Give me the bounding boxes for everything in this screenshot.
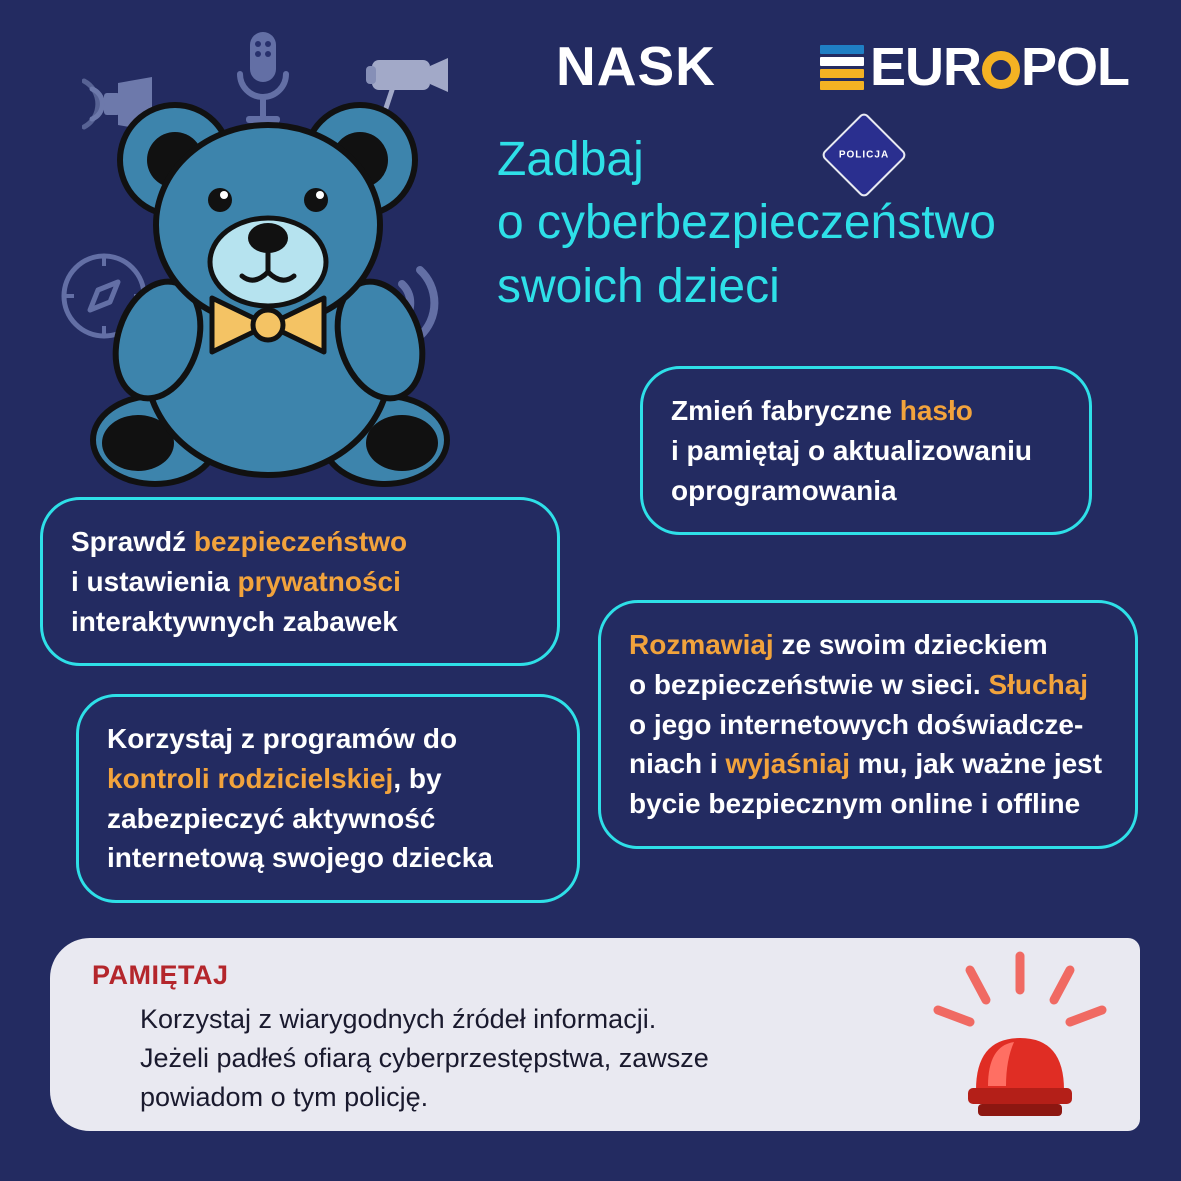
body-text: o bezpieczeństwie w sieci. [629, 668, 989, 700]
body-text: zabezpieczyć aktywność [107, 802, 436, 834]
body-text: oprogramowania [671, 474, 897, 506]
europol-stripes-icon [820, 43, 864, 91]
highlighted-text: kontroli rodzicielskiej [107, 762, 394, 794]
page-title [497, 128, 1117, 318]
highlighted-text: hasło [899, 395, 973, 426]
headline-line-3: swoich dzieci [497, 259, 780, 313]
europol-text-pre: EUR [870, 37, 982, 97]
body-text: Korzystaj z programów do [107, 723, 458, 754]
bubble-talk-to-child [598, 600, 1138, 849]
remember-title: PAMIĘTAJ [92, 960, 229, 990]
remember-panel [50, 938, 1140, 1131]
body-text: ze swoim dzieckiem [773, 629, 1048, 660]
siren-icon [930, 948, 1110, 1123]
europol-text-post: POL [1021, 37, 1130, 97]
headline-line-2: o cyberbezpieczeństwo [497, 196, 996, 250]
body-text: o jego internetowych doświadcze- [629, 708, 1084, 740]
body-text: interaktywnych zabawek [71, 605, 398, 637]
body-text: Zmień fabryczne [671, 395, 900, 426]
highlighted-text: Słuchaj [988, 668, 1089, 700]
body-text: niach i [629, 748, 726, 780]
remember-body: Korzystaj z wiarygodnych źródeł informacji. Jeżeli padłeś ofiarą cyberprzestępstwa, zawsze powiadom o tym policję. [140, 1004, 709, 1112]
body-text: bycie bezpiecznym online i offline [629, 788, 1081, 819]
highlighted-text: wyjaśniaj [725, 748, 850, 780]
highlighted-text: prywatności [237, 565, 401, 597]
nask-logo: NASK [556, 35, 716, 97]
policja-label: POLICJA [838, 149, 890, 161]
headline-line-1: Zadbaj [497, 133, 644, 186]
bubble-check-settings [40, 497, 560, 666]
highlighted-text: Rozmawiaj [629, 629, 774, 660]
highlighted-text: bezpieczeństwo [193, 526, 408, 557]
bubble-change-password [640, 366, 1092, 535]
body-text: , by [393, 762, 442, 794]
body-text: i pamiętaj o aktualizowaniu [671, 434, 1032, 466]
europol-logo [820, 36, 1129, 98]
body-text: mu, jak ważne jest [849, 748, 1103, 780]
teddy-bear-illustration [60, 40, 510, 510]
bubble-parental-control [76, 694, 580, 903]
body-text: i ustawienia [71, 565, 238, 597]
body-text: Sprawdź [71, 526, 194, 557]
europol-wordmark [870, 36, 1129, 98]
body-text: internetową swojego dziecka [107, 842, 493, 874]
europol-o-ring-icon [982, 51, 1020, 89]
